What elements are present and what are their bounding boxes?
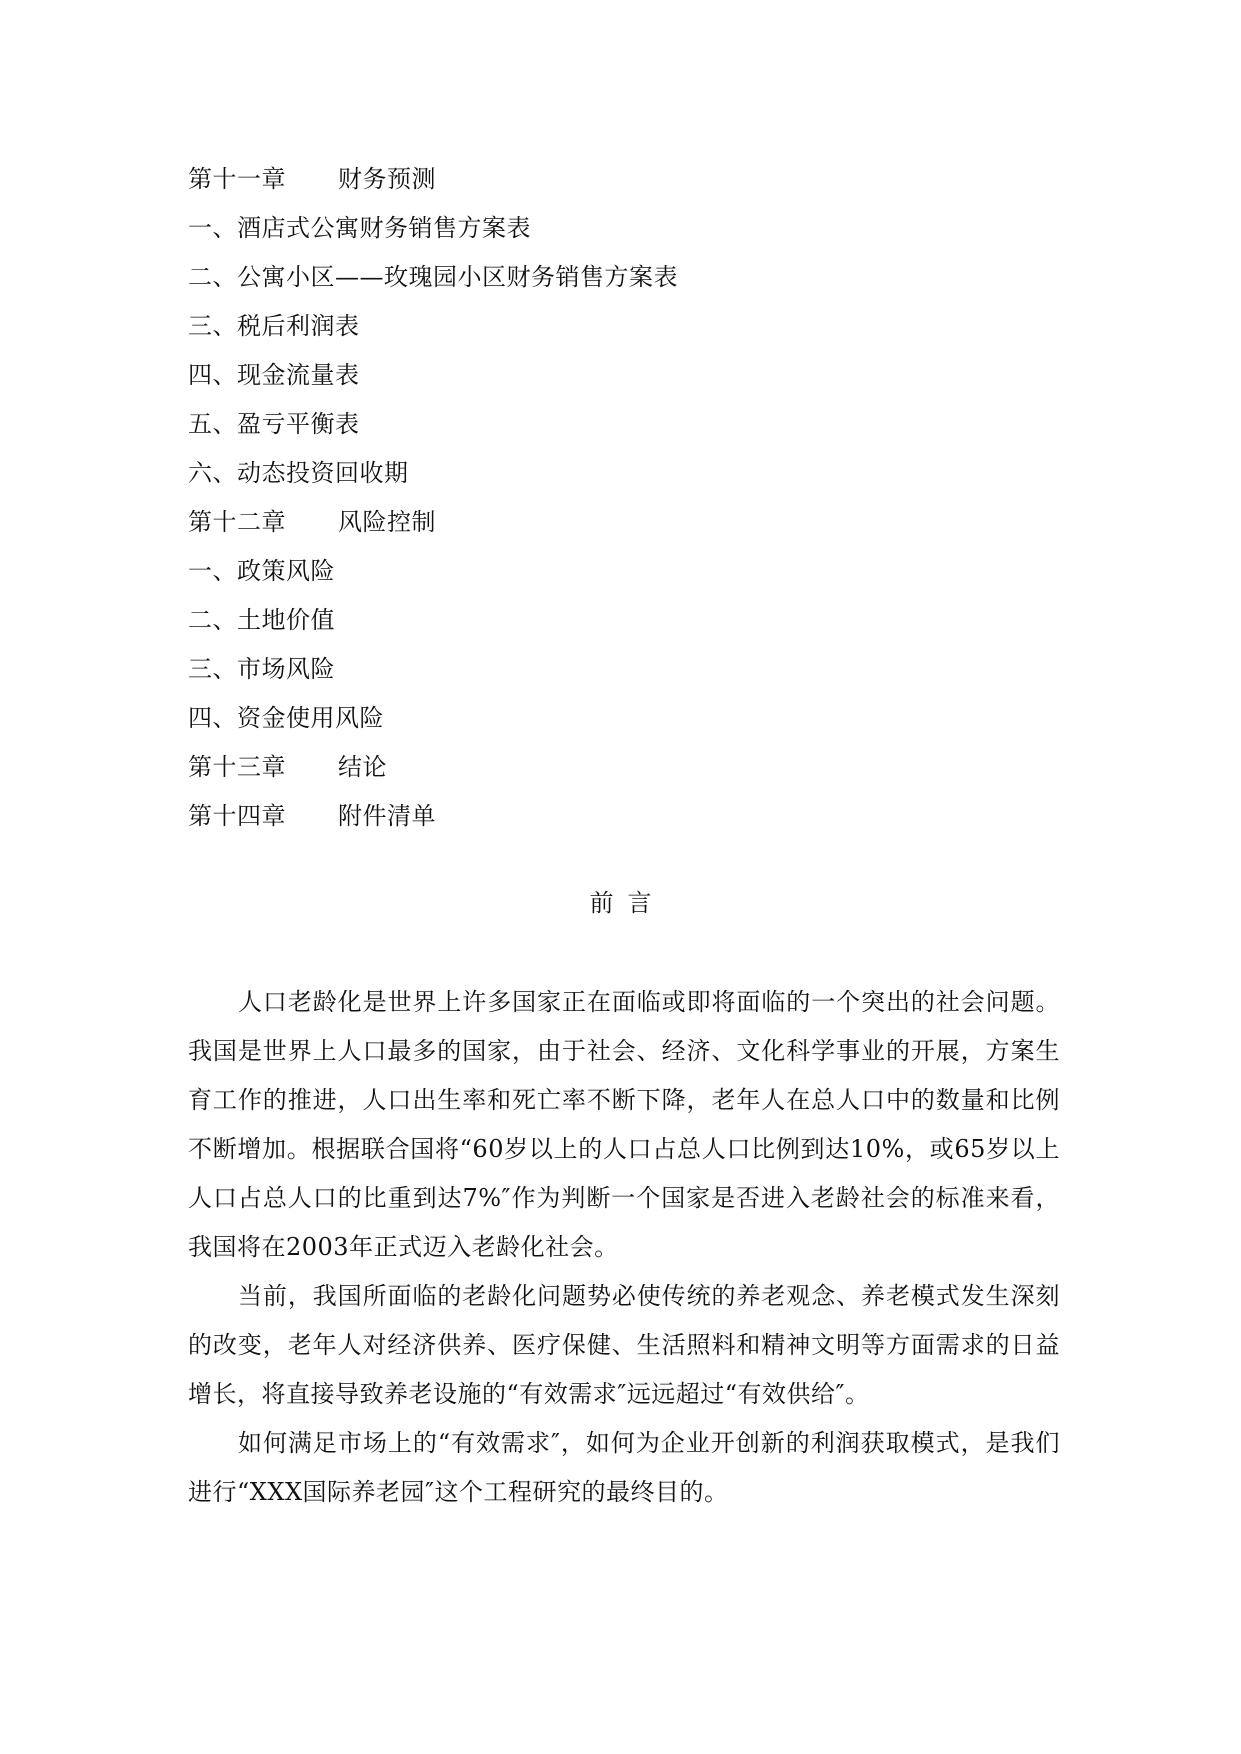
toc-chapter-title: 风险控制 [338, 508, 436, 536]
toc-chapter-number: 第十三章 [188, 753, 286, 781]
toc-item: 四、现金流量表 [188, 361, 360, 389]
toc-chapter-title: 结论 [338, 753, 387, 781]
toc-item: 三、市场风险 [188, 655, 335, 683]
preface-paragraph: 当前，我国所面临的老龄化问题势必使传统的养老观念、养老模式发生深刻的改变，老年人对经济供养、医疗保健、生活照料和精神文明等方面需求的日益增长，将直接导致养老设施的“有效需求″远远超过“有效供给″。 [188, 1282, 1060, 1408]
toc-chapter-number: 第十一章 [188, 165, 286, 193]
toc-chapter-12 [188, 498, 1088, 547]
toc-item: 一、政策风险 [188, 557, 335, 585]
toc-chapter-number: 第十二章 [188, 508, 286, 536]
toc-chapter-title: 附件清单 [338, 802, 436, 830]
toc-item: 四、资金使用风险 [188, 704, 384, 732]
toc-item: 二、公寓小区——玫瑰园小区财务销售方案表 [188, 263, 678, 291]
toc-item: 一、酒店式公寓财务销售方案表 [188, 214, 531, 242]
toc-item: 五、盈亏平衡表 [188, 410, 360, 438]
toc-chapter-13 [188, 743, 1088, 792]
toc-chapter-14 [188, 792, 1088, 841]
preface-paragraph: 人口老龄化是世界上许多国家正在面临或即将面临的一个突出的社会问题。我国是世界上人口最多的国家，由于社会、经济、文化科学事业的开展，方案生育工作的推进，人口出生率和死亡率不断下降，老年人在总人口中的数量和比例不断增加。根据联合国将“60岁以上的人口占总人口比例到达10%，或65岁以上人口占总人口的比重到达7%″作为判断一个国家是否进入老龄社会的标准来看，我国将在2003年正式迈入老龄化社会。 [188, 988, 1060, 1261]
preface-title: 前言 [589, 889, 666, 917]
toc-chapter-title: 财务预测 [338, 165, 436, 193]
toc-chapter-number: 第十四章 [188, 802, 286, 830]
table-of-contents [188, 155, 1088, 841]
toc-item: 六、动态投资回收期 [188, 459, 409, 487]
toc-item: 二、土地价值 [188, 606, 335, 634]
toc-chapter-11 [188, 155, 1088, 204]
toc-item: 三、税后利润表 [188, 312, 360, 340]
preface-paragraph: 如何满足市场上的“有效需求″，如何为企业开创新的利润获取模式，是我们进行“XXX国际养老园″这个工程研究的最终目的。 [188, 1429, 1060, 1506]
preface-body [188, 978, 1060, 1517]
